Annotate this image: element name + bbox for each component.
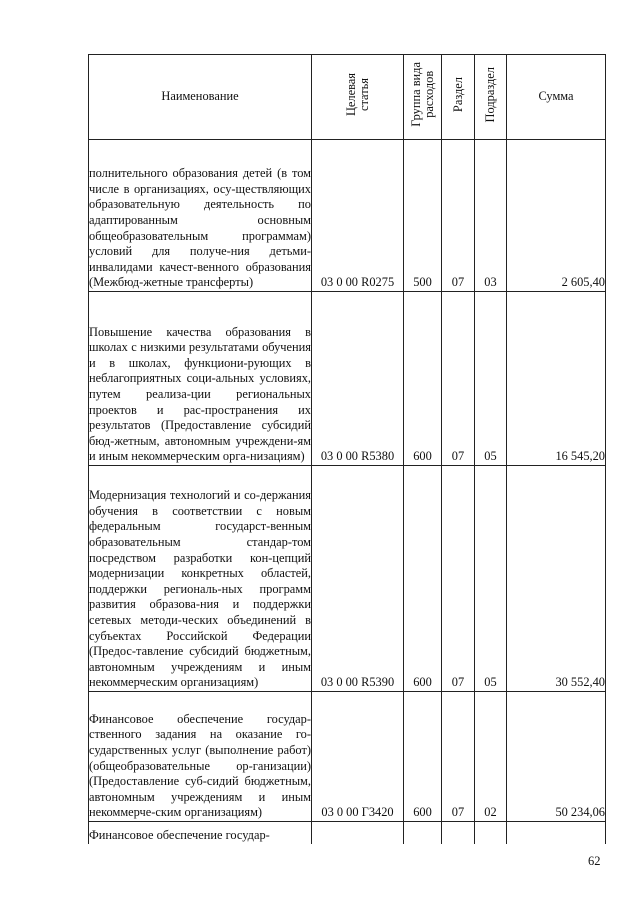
table-header-row xyxy=(89,55,606,140)
header-section: Раздел xyxy=(442,55,475,140)
table-row xyxy=(89,822,606,844)
row-target-article: 03 0 00 R0275 xyxy=(312,140,404,292)
row-subsection: 05 xyxy=(475,466,507,692)
row-expense-group: 500 xyxy=(404,140,442,292)
header-subsection: Подраздел xyxy=(475,55,507,140)
budget-table xyxy=(88,54,606,844)
row-name: Повышение качества образования в школах с низкими результатами обучения и в школах, функциони-рующих в неблагоприятных соци-альных условиях, путем реализа-ции региональных проектов и рас-пространения их результатов (Предоставление субсидий бюд-жетным, автономным учреждени-ям и иным некоммерческим орга-низациям) xyxy=(89,292,312,466)
row-subsection: 03 xyxy=(475,140,507,292)
row-expense-group: 600 xyxy=(404,292,442,466)
row-sum xyxy=(507,822,606,844)
row-expense-group: 600 xyxy=(404,692,442,822)
row-sum: 2 605,40 xyxy=(507,140,606,292)
row-subsection: 05 xyxy=(475,292,507,466)
row-target-article: 03 0 00 R5380 xyxy=(312,292,404,466)
row-section: 07 xyxy=(442,466,475,692)
header-name: Наименование xyxy=(89,55,312,140)
row-expense-group: 600 xyxy=(404,466,442,692)
row-sum: 30 552,40 xyxy=(507,466,606,692)
table-row xyxy=(89,140,606,292)
row-section xyxy=(442,822,475,844)
row-expense-group xyxy=(404,822,442,844)
page-number: 62 xyxy=(588,854,601,868)
header-sum: Сумма xyxy=(507,55,606,140)
row-target-article xyxy=(312,822,404,844)
table-row xyxy=(89,292,606,466)
row-section: 07 xyxy=(442,692,475,822)
table-row xyxy=(89,692,606,822)
row-name: Финансовое обеспечение государ- xyxy=(89,822,312,844)
row-name: Финансовое обеспечение государ-ственного задания на оказание го-сударственных услуг (выполнение работ) (общеобразовательные ор-ганизации) (Предоставление суб-сидий бюджетным, автономным учреждениям и иным некоммерче-ским организациям) xyxy=(89,692,312,822)
row-sum: 50 234,06 xyxy=(507,692,606,822)
row-section: 07 xyxy=(442,292,475,466)
row-name: полнительного образования детей (в том числе в организациях, осу-ществляющих образовательную деятельность по адаптированным основным общеобразовательным программам) условий для получе-ния детьми-инвалидами качест-венного образования (Межбюд-жетные трансферты) xyxy=(89,140,312,292)
header-expense-group: Группа вида расходов xyxy=(404,55,442,140)
row-name: Модернизация технологий и со-держания обучения в соответствии с новым федеральным государст-венным образовательным стандар-том посредством разработки кон-цепций модернизации конкретных областей, поддержки региональ-ных программ развития образова-ния и поддержки сетевых методи-ческих объединений в субъектах Российской Федерации (Предос-тавление субсидий бюджетным, автономным учреждениям и иным некоммерческим организациям) xyxy=(89,466,312,692)
row-subsection xyxy=(475,822,507,844)
row-sum: 16 545,20 xyxy=(507,292,606,466)
header-target-article: Целевая статья xyxy=(312,55,404,140)
table-row xyxy=(89,466,606,692)
row-target-article: 03 0 00 R5390 xyxy=(312,466,404,692)
row-subsection: 02 xyxy=(475,692,507,822)
row-section: 07 xyxy=(442,140,475,292)
row-target-article: 03 0 00 Г3420 xyxy=(312,692,404,822)
